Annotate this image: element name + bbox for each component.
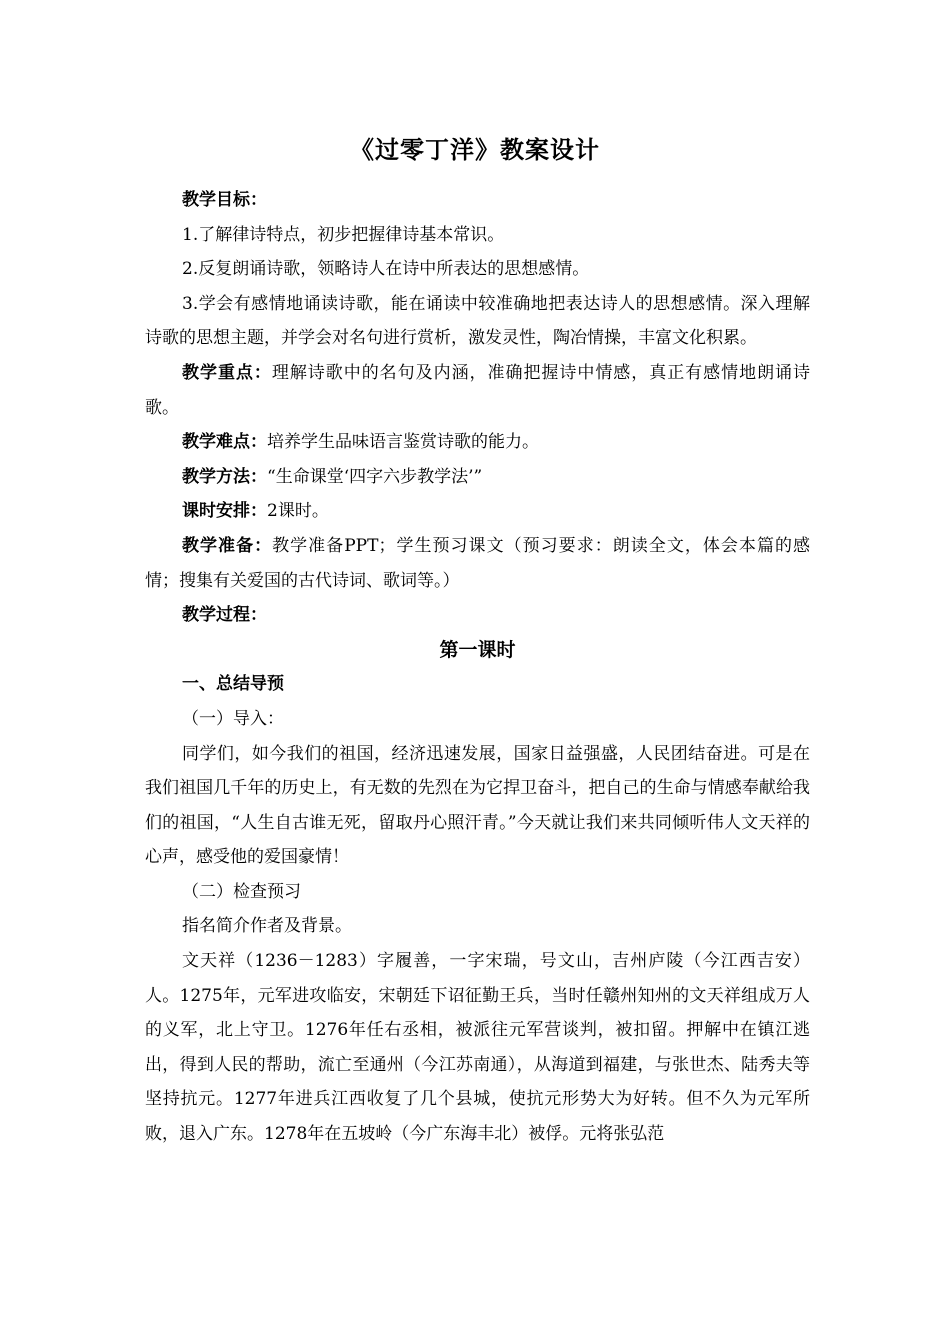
schedule bbox=[145, 494, 810, 529]
key-points bbox=[145, 356, 810, 425]
process-heading-label: 教学过程： bbox=[182, 605, 267, 626]
schedule-text: 2课时。 bbox=[267, 501, 329, 522]
process-heading bbox=[145, 598, 810, 633]
key-points-text: 理解诗歌中的名句及内涵，准确把握诗中情感，真正有感情地朗诵诗歌。 bbox=[145, 362, 811, 418]
goal-item-2: 2.反复朗诵诗歌，领略诗人在诗中所表达的思想感情。 bbox=[182, 259, 590, 280]
preparation-text: 教学准备PPT；学生预习课文（预习要求：朗读全文，体会本篇的感情；搜集有关爱国的古代诗词、歌词等。） bbox=[145, 535, 810, 591]
goal-item-1: 1.了解律诗特点，初步把握律诗基本常识。 bbox=[182, 224, 505, 245]
difficulties-label: 教学难点： bbox=[182, 432, 267, 453]
difficulties bbox=[145, 425, 810, 460]
sub1-heading: （一）导入： bbox=[182, 708, 284, 729]
section1-heading: 一、总结导预 bbox=[182, 674, 284, 695]
author-paragraph: 文天祥（1236－1283）字履善，一字宋瑞，号文山，吉州庐陵（今江西吉安）人。1275年，元军进攻临安，宋朝廷下诏征勤王兵，当时任赣州知州的文天祥组成万人的义军，北上守卫。1276年任右丞相，被派往元军营谈判，被扣留。押解中在镇江逃出，得到人民的帮助，流亡至通州（今江苏南通），从海道到福建，与张世杰、陆秀夫等坚持抗元。1277年进兵江西收复了几个县城，使抗元形势大为好转。但不久为元军所败，退入广东。1278年在五坡岭（今广东海丰北）被俘。元将张弘范 bbox=[145, 951, 810, 1145]
preparation-label: 教学准备： bbox=[182, 535, 273, 556]
goal-item-3: 3.学会有感情地诵读诗歌，能在诵读中较准确地把表达诗人的思想感情。深入理解诗歌的思想主题，并学会对名句进行赏析，激发灵性，陶冶情操，丰富文化积累。 bbox=[145, 293, 810, 349]
teaching-method-label: 教学方法： bbox=[182, 466, 267, 487]
preparation bbox=[145, 529, 810, 598]
document-title: 《过零丁洋》教案设计 bbox=[350, 135, 600, 164]
intro-paragraph: 同学们，如今我们的祖国，经济迅速发展，国家日益强盛，人民团结奋进。可是在我们祖国几千年的历史上，有无数的先烈在为它捍卫奋斗，把自己的生命与情感奉献给我们的祖国，“人生自古谁无死，留取丹心照汗青。”今天就让我们来共同倾听伟人文天祥的心声，感受他的爱国豪情！ bbox=[145, 743, 810, 868]
sub2-heading: （二）检查预习 bbox=[182, 881, 301, 902]
lesson-heading: 第一课时 bbox=[439, 638, 516, 661]
teaching-method bbox=[145, 460, 810, 495]
teaching-method-text: “生命课堂‘四字六步教学法’” bbox=[267, 466, 483, 487]
schedule-label: 课时安排： bbox=[182, 501, 267, 522]
goals-heading-label: 教学目标： bbox=[182, 190, 267, 210]
difficulties-text: 培养学生品味语言鉴赏诗歌的能力。 bbox=[267, 432, 539, 453]
goals-heading bbox=[145, 183, 810, 218]
sub2-instruction: 指名简介作者及背景。 bbox=[182, 916, 352, 937]
document-body bbox=[145, 183, 810, 1152]
key-points-label: 教学重点： bbox=[182, 362, 272, 383]
